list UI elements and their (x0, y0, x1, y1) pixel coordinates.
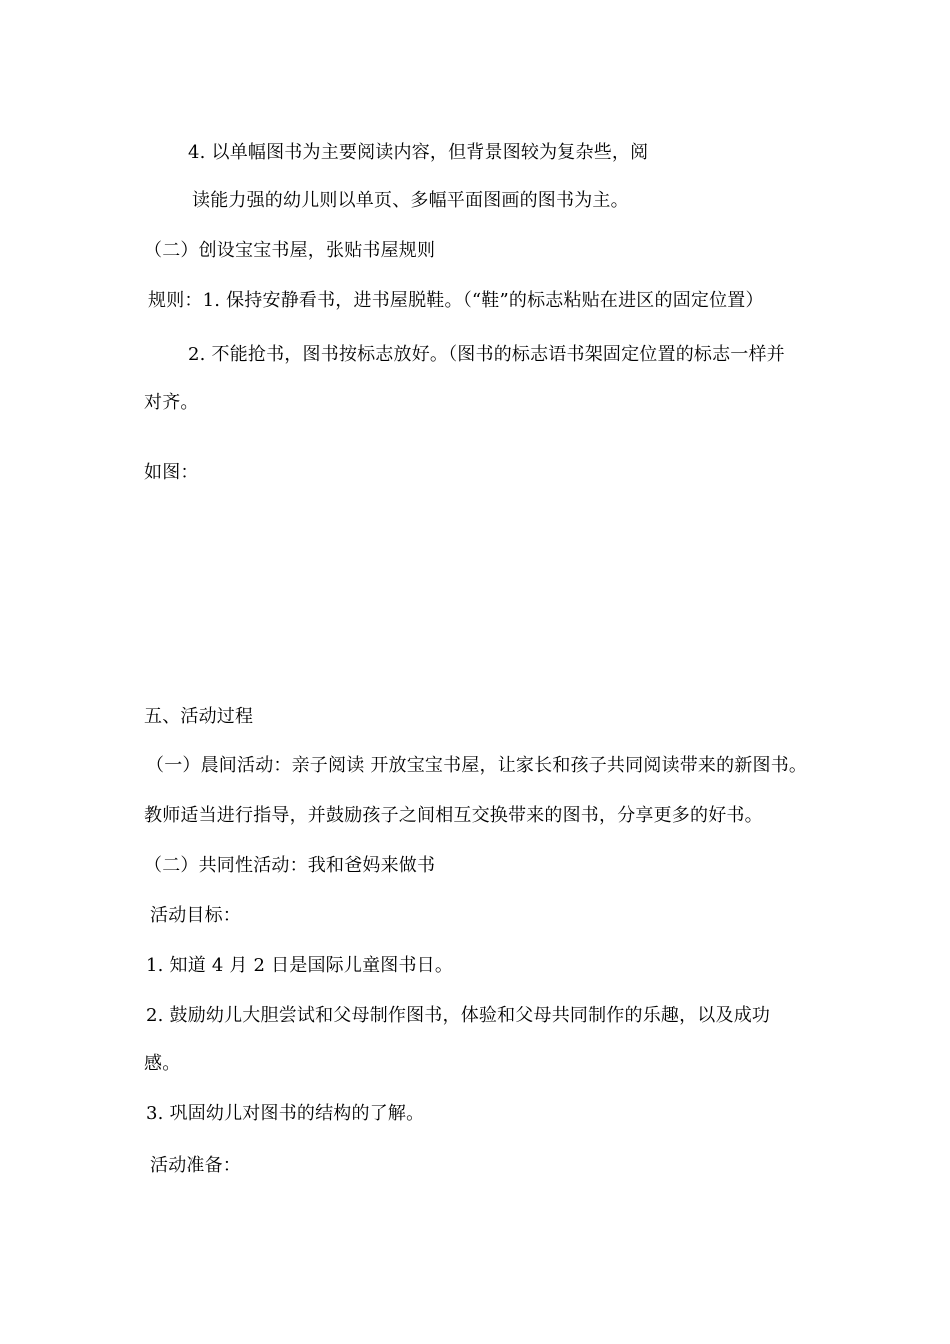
text-line-goal-3: 3. 巩固幼儿对图书的结构的了解。 (146, 1103, 425, 1124)
figure-caption: 如图： (144, 462, 199, 483)
text-line-teacher-guidance: 教师适当进行指导，并鼓励孩子之间相互交换带来的图书，分享更多的好书。 (144, 805, 763, 826)
subheading-activity-goals: 活动目标： (150, 905, 241, 926)
subheading-activity-preparation: 活动准备： (150, 1155, 241, 1176)
text-line-morning-activity: （一）晨间活动：亲子阅读 开放宝宝书屋，让家长和孩子共同阅读带来的新图书。 (146, 755, 808, 776)
text-line-rule-2: 2. 不能抢书，图书按标志放好。（图书的标志语书架固定位置的标志一样并 (188, 344, 785, 365)
text-line-goal-2-continued: 感。 (144, 1053, 181, 1074)
section-heading-shared-activity: （二）共同性活动：我和爸妈来做书 (144, 855, 436, 876)
section-heading-book-house: （二）创设宝宝书屋，张贴书屋规则 (144, 240, 436, 261)
text-line-goal-2: 2. 鼓励幼儿大胆尝试和父母制作图书，体验和父母共同制作的乐趣，以及成功 (146, 1005, 771, 1026)
section-heading-activity-process: 五、活动过程 (144, 706, 254, 727)
text-line-rule-2-continued: 对齐。 (144, 392, 199, 413)
text-line-rule-1: 规则：1. 保持安静看书，进书屋脱鞋。（“鞋”的标志粘贴在进区的固定位置） (148, 290, 764, 311)
text-line-item-4: 4. 以单幅图书为主要阅读内容，但背景图较为复杂些，阅 (188, 142, 649, 163)
text-line-item-4-continued: 读能力强的幼儿则以单页、多幅平面图画的图书为主。 (192, 190, 629, 211)
text-line-goal-1: 1. 知道 4 月 2 日是国际儿童图书日。 (146, 955, 454, 976)
